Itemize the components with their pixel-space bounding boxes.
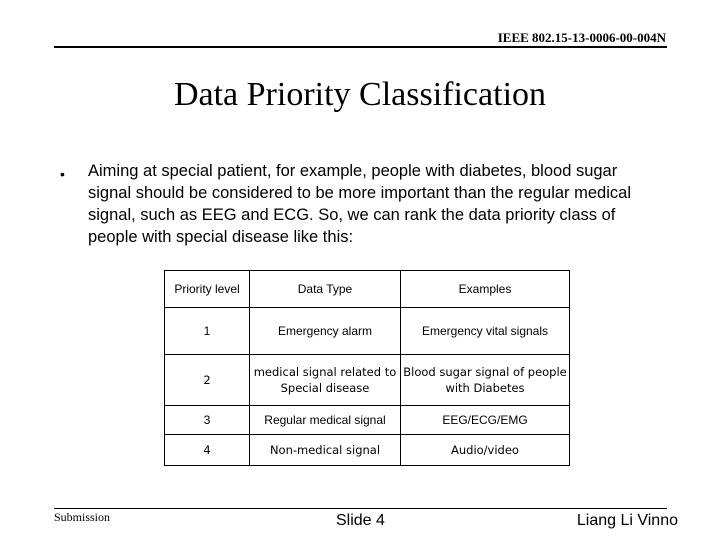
document-id: IEEE 802.15-13-0006-00-004N	[497, 30, 666, 45]
header-divider	[54, 46, 667, 48]
cell-level: 3	[165, 406, 250, 435]
cell-data-type: Non-medical signal	[250, 435, 401, 466]
cell-example: Emergency vital signals	[401, 308, 570, 355]
footer-divider	[54, 508, 667, 509]
table-row	[165, 406, 570, 435]
table-row	[165, 355, 570, 406]
cell-level: 1	[165, 308, 250, 355]
cell-data-type: Emergency alarm	[250, 308, 401, 355]
table-row	[165, 435, 570, 466]
header-data-type: Data Type	[250, 271, 401, 308]
footer-slide-number: Slide 4	[336, 512, 385, 529]
bullet-text: Aiming at special patient, for example, people with diabetes, blood sugar signal should be considered to be more important than the regular medical signal, such as EEG and ECG. So, we can rank the data priority class of people with special disease like this:	[88, 162, 631, 246]
cell-level: 4	[165, 435, 250, 466]
header-examples: Examples	[401, 271, 570, 308]
cell-level: 2	[165, 355, 250, 406]
table-header-row	[165, 271, 570, 308]
table-row	[165, 308, 570, 355]
cell-data-type: medical signal related to Special disease	[250, 355, 401, 406]
priority-table	[164, 270, 570, 466]
cell-example: Audio/video	[401, 435, 570, 466]
bullet-marker: •	[60, 166, 65, 182]
slide-title: Data Priority Classification	[173, 76, 547, 113]
header-priority-level: Priority level	[165, 271, 250, 308]
cell-example: Blood sugar signal of people with Diabetes	[401, 355, 570, 406]
footer-author: Liang Li Vinno	[576, 512, 678, 529]
footer-submission: Submission	[54, 510, 111, 524]
cell-data-type: Regular medical signal	[250, 406, 401, 435]
cell-example: EEG/ECG/EMG	[401, 406, 570, 435]
